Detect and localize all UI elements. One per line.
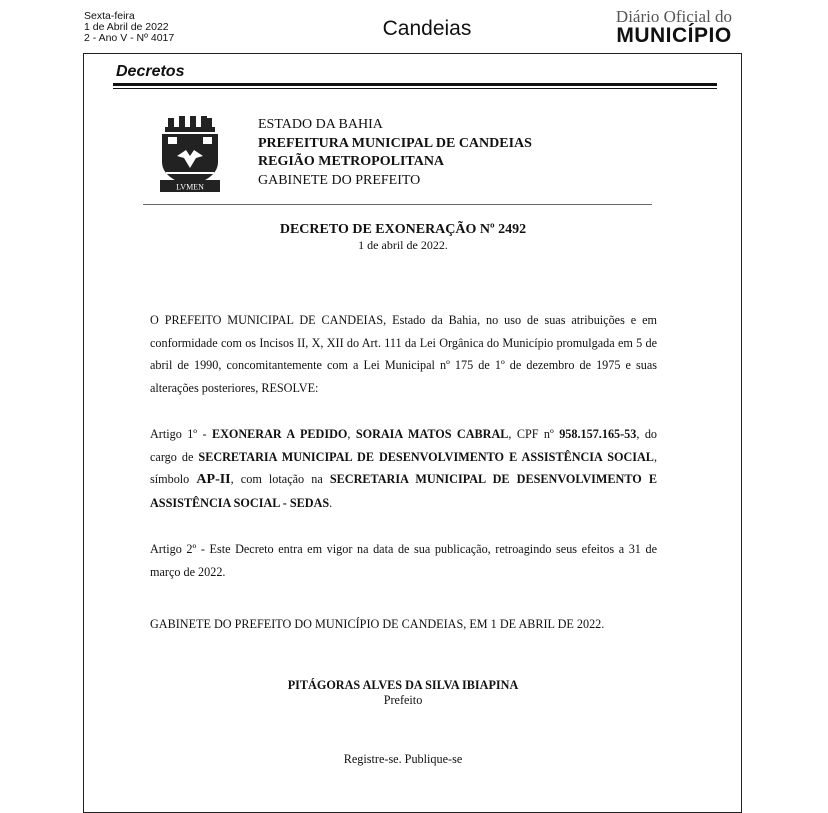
art1-prefix: Artigo 1º - xyxy=(150,427,212,441)
section-title: Decretos xyxy=(116,63,185,80)
header-city-title: Candeias xyxy=(382,17,472,40)
decree-article-2: Artigo 2º - Este Decreto entra em vigor na data de sua publicação, retroagindo seus efeitos a 31 de março de 2022. xyxy=(150,542,657,579)
art1-end: . xyxy=(329,495,333,510)
section-rule-thick xyxy=(113,83,717,86)
art1-name: SORAIA MATOS CABRAL xyxy=(355,427,509,441)
art1-symbol: AP-II xyxy=(196,472,231,487)
signer-name: PITÁGORAS ALVES DA SILVA IBIAPINA xyxy=(287,678,519,692)
crest-motto: LVMEN xyxy=(176,182,204,192)
entity-state: ESTADO DA BAHIA xyxy=(258,117,383,132)
coat-of-arms-icon xyxy=(158,116,222,194)
entity-prefecture: PREFEITURA MUNICIPAL DE CANDEIAS xyxy=(258,136,532,151)
art1-cpf-label: , CPF nº xyxy=(508,427,560,441)
header-divider xyxy=(143,204,652,205)
header-date: 1 de Abril de 2022 xyxy=(84,21,169,33)
register-note: Registre-se. Publique-se xyxy=(343,752,463,766)
brand-top: Diário Oficial do xyxy=(615,7,733,26)
entity-region: REGIÃO METROPOLITANA xyxy=(258,154,445,169)
art1-cpf: 958.157.165-53 xyxy=(559,427,637,441)
entity-cabinet: GABINETE DO PREFEITO xyxy=(258,173,421,188)
decree-title: DECRETO DE EXONERAÇÃO Nº 2492 xyxy=(279,222,527,237)
art1-text3: , com lotação na xyxy=(230,472,330,486)
header-weekday: Sexta-feira xyxy=(84,10,135,22)
art1-unit: SECRETARIA MUNICIPAL DE DESENVOLVIMENTO E ASSISTÊNCIA SOCIAL - SEDAS xyxy=(150,472,657,510)
decree-preamble: O PREFEITO MUNICIPAL DE CANDEIAS, Estado da Bahia, no uso de suas atribuições e em conformidade com os Incisos II, X, XII do Art. 111 da Lei Orgânica do Município promulgada em 5 de abril de 1990, concomitantemente com a Lei Municipal nº 175 de 1º de dezembro de 1975 e suas alterações posteriores, RESOLVE: xyxy=(150,313,657,395)
decree-closing: GABINETE DO PREFEITO DO MUNICÍPIO DE CANDEIAS, EM 1 DE ABRIL DE 2022. xyxy=(150,617,605,631)
signer-role: Prefeito xyxy=(383,693,423,707)
header-edition: 2 - Ano V - Nº 4017 xyxy=(84,32,175,44)
brand-main: MUNICÍPIO xyxy=(616,24,732,47)
decree-date: 1 de abril de 2022. xyxy=(358,238,448,252)
art1-action: EXONERAR A PEDIDO xyxy=(211,427,348,441)
section-rule-thin xyxy=(113,88,717,89)
art1-sep: , xyxy=(347,427,356,441)
art1-text2: , símbolo xyxy=(150,449,657,486)
art1-role: SECRETARIA MUNICIPAL DE DESENVOLVIMENTO E ASSISTÊNCIA SOCIAL xyxy=(198,449,654,464)
art1-text1: , do cargo de xyxy=(150,427,658,464)
brand-logo xyxy=(611,8,737,46)
decree-article-1 xyxy=(150,423,657,514)
